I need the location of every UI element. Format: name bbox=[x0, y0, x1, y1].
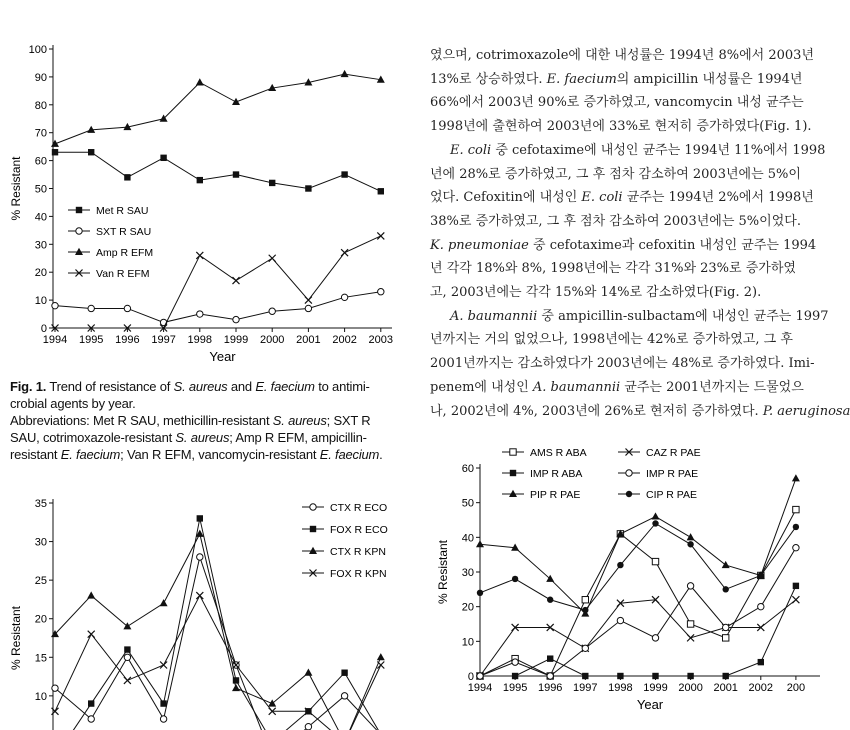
data-point bbox=[88, 700, 94, 706]
y-tick-label: 90 bbox=[34, 71, 47, 84]
x-tick-label: 2001 bbox=[296, 334, 321, 346]
series-amp-r-efm bbox=[51, 70, 385, 147]
figure-3-chart bbox=[436, 436, 820, 730]
y-tick-label: 20 bbox=[34, 267, 47, 280]
y-tick-label: 80 bbox=[34, 99, 47, 112]
data-point bbox=[160, 716, 166, 722]
body-text-fragment: 38%로 증가하였고, 그 후 점차 감소하여 2003년에는 5%이었다. bbox=[430, 213, 801, 229]
data-point bbox=[160, 662, 167, 669]
legend-marker bbox=[310, 504, 316, 510]
legend-label: IMP R PAE bbox=[646, 468, 699, 480]
caption-fragment: E. faecium bbox=[60, 447, 121, 462]
legend-entry-van-r-efm bbox=[68, 268, 149, 280]
body-text-fragment: E. coli bbox=[581, 190, 623, 206]
body-text-fragment: 2001년까지는 감소하였다가 2003년에는 48%로 증가하였다. Imi- bbox=[430, 356, 815, 372]
data-point bbox=[124, 654, 130, 660]
body-text-fragment: 균주는 1994년 2%에서 1998년 bbox=[622, 190, 814, 206]
data-point bbox=[341, 70, 349, 77]
caption-fragment: E. faecium bbox=[319, 447, 380, 462]
series-line bbox=[55, 74, 381, 144]
x-tick-label: 1995 bbox=[502, 682, 528, 694]
data-point bbox=[160, 599, 168, 606]
body-text-line bbox=[430, 281, 822, 305]
y-tick-label: 35 bbox=[34, 498, 47, 510]
data-point bbox=[687, 634, 694, 641]
legend-label: CAZ R PAE bbox=[646, 447, 701, 459]
caption-fragment: ; Amp R EFM, ampicillin-resistant bbox=[10, 430, 367, 462]
figure-1-chart bbox=[0, 38, 420, 373]
data-point bbox=[269, 255, 276, 262]
body-text-fragment: 년 각각 18%와 8%, 1998년에는 각각 31%와 23%로 증가하였 bbox=[430, 261, 796, 277]
legend-marker bbox=[626, 470, 632, 476]
x-tick-label: 2002 bbox=[748, 682, 774, 694]
data-point bbox=[377, 232, 384, 239]
data-point bbox=[723, 635, 729, 641]
legend-marker bbox=[510, 470, 516, 476]
body-text-fragment: K. pneumoniae bbox=[430, 237, 529, 253]
data-point bbox=[582, 645, 588, 651]
caption-fragment: ; SXT R SAU, cotrimoxazole-resistant bbox=[10, 413, 371, 445]
body-text-line bbox=[430, 328, 822, 352]
body-text-line bbox=[430, 352, 822, 376]
legend-entry-pip-r-pae bbox=[502, 489, 580, 501]
y-tick-label: 10 bbox=[461, 636, 474, 649]
data-point bbox=[160, 700, 166, 706]
caption-fragment: S. aureus bbox=[175, 430, 230, 445]
x-tick-label: 1998 bbox=[187, 334, 213, 346]
data-point bbox=[582, 597, 588, 603]
data-point bbox=[652, 520, 658, 526]
body-text-fragment: 었다. Cefoxitin에 내성인 bbox=[430, 190, 582, 206]
x-tick-label: 1995 bbox=[78, 334, 104, 346]
data-point bbox=[87, 591, 95, 598]
data-point bbox=[88, 631, 95, 638]
series-line bbox=[55, 292, 381, 323]
data-point bbox=[197, 554, 203, 560]
body-text-line bbox=[430, 186, 822, 210]
y-tick-label: 30 bbox=[34, 536, 47, 549]
legend-entry-imp-r-aba bbox=[502, 468, 582, 480]
data-point bbox=[52, 302, 58, 308]
data-point bbox=[547, 597, 553, 603]
body-text-fragment: E. coli bbox=[450, 142, 492, 158]
data-point bbox=[512, 659, 518, 665]
body-text-fragment: 고, 2003년에는 각각 15%와 14%로 감소하였다(Fig. 2). bbox=[430, 285, 762, 301]
x-tick-label: 1997 bbox=[151, 334, 176, 346]
legend-entry-amp-r-efm bbox=[68, 247, 153, 259]
series-line bbox=[480, 510, 796, 676]
series-imp-r-aba bbox=[477, 583, 799, 680]
legend-entry-met-r-sau bbox=[68, 205, 149, 217]
body-text-line bbox=[430, 376, 822, 400]
caption-fragment: ; Van R EFM, vancomycin-resistant bbox=[120, 447, 320, 462]
x-tick-label: 1996 bbox=[537, 682, 563, 694]
series-pip-r-pae bbox=[476, 474, 800, 616]
legend-marker bbox=[76, 228, 82, 234]
data-point bbox=[305, 297, 312, 304]
data-point bbox=[305, 724, 311, 730]
y-axis-title: % Resistant bbox=[9, 156, 23, 221]
data-point bbox=[341, 693, 347, 699]
data-point bbox=[341, 670, 347, 676]
data-point bbox=[723, 624, 729, 630]
data-point bbox=[52, 149, 58, 155]
body-text-column bbox=[430, 44, 850, 429]
legend-marker bbox=[76, 207, 82, 213]
body-text-fragment: P. aeruginosa bbox=[762, 403, 850, 419]
series-line bbox=[480, 478, 796, 613]
legend-marker bbox=[509, 490, 517, 497]
data-point bbox=[88, 149, 94, 155]
legend-label: CTX R KPN bbox=[330, 546, 387, 558]
data-point bbox=[722, 561, 730, 568]
body-text-fragment: E. faecium bbox=[546, 71, 617, 87]
series-line bbox=[55, 534, 381, 730]
body-text-line bbox=[430, 257, 822, 281]
caption-fragment: and bbox=[227, 379, 256, 394]
data-point bbox=[268, 699, 276, 706]
x-tick-label: 1999 bbox=[223, 334, 249, 346]
body-text-line bbox=[430, 210, 822, 234]
caption-fragment: E. faecium bbox=[255, 379, 315, 394]
data-point bbox=[88, 716, 94, 722]
y-tick-label: 70 bbox=[34, 127, 47, 140]
data-point bbox=[547, 673, 553, 679]
data-point bbox=[269, 308, 275, 314]
body-text-fragment: 1998년에 출현하여 2003년에 33%로 현저히 증가하였다(Fig. 1). bbox=[430, 119, 812, 135]
legend-marker bbox=[510, 449, 516, 455]
legend-label: FOX R KPN bbox=[330, 568, 387, 580]
x-tick-label: 1994 bbox=[467, 682, 493, 694]
y-axis-title: % Resistant bbox=[436, 539, 450, 605]
data-point bbox=[793, 506, 799, 512]
legend-entry-fox-r-eco bbox=[302, 524, 388, 536]
legend-entry-cip-r-pae bbox=[618, 489, 697, 501]
body-text-line bbox=[430, 44, 822, 68]
legend-marker bbox=[309, 547, 317, 554]
data-point bbox=[687, 583, 693, 589]
data-point bbox=[617, 673, 623, 679]
data-point bbox=[652, 635, 658, 641]
page-top-margin bbox=[0, 0, 820, 40]
data-point bbox=[197, 177, 203, 183]
legend-marker bbox=[626, 491, 632, 497]
series-line bbox=[55, 557, 381, 730]
series-line bbox=[480, 586, 796, 676]
data-point bbox=[723, 586, 729, 592]
x-tick-label: 2000 bbox=[678, 682, 703, 694]
caption-fragment: to antimi-crobial agents by year. bbox=[10, 379, 370, 411]
data-point bbox=[196, 78, 204, 85]
legend-entry-ctx-r-eco bbox=[302, 502, 387, 514]
legend-label: Amp R EFM bbox=[96, 247, 154, 259]
y-tick-label: 60 bbox=[461, 463, 474, 475]
data-point bbox=[477, 590, 483, 596]
data-point bbox=[617, 617, 623, 623]
x-tick-label: 200 bbox=[786, 682, 806, 694]
data-point bbox=[378, 188, 384, 194]
body-text-fragment: 년에 28%로 증가하였고, 그 후 점차 감소하여 2003년에는 5%이 bbox=[430, 166, 801, 182]
data-point bbox=[123, 622, 131, 629]
y-tick-label: 30 bbox=[461, 567, 474, 579]
data-point bbox=[341, 294, 347, 300]
series-line bbox=[55, 152, 381, 191]
data-point bbox=[792, 596, 799, 603]
body-text-line bbox=[430, 305, 829, 329]
series-cip-r-pae bbox=[477, 520, 799, 613]
series-sxt-r-sau bbox=[52, 289, 384, 326]
legend-marker bbox=[75, 248, 83, 255]
legend-label: CTX R ECO bbox=[330, 502, 388, 514]
data-point bbox=[52, 685, 58, 691]
data-point bbox=[88, 305, 94, 311]
data-point bbox=[758, 603, 764, 609]
y-tick-label: 20 bbox=[34, 613, 47, 626]
y-tick-label: 50 bbox=[461, 497, 474, 510]
data-point bbox=[477, 673, 483, 679]
y-tick-label: 40 bbox=[461, 532, 474, 545]
body-text-fragment: 년까지는 거의 없었으나, 1998년에는 42%로 증가하였고, 그 후 bbox=[430, 332, 793, 348]
body-text-fragment: 중 ampicillin-sulbactam에 내성인 균주는 1997 bbox=[537, 308, 829, 324]
data-point bbox=[160, 155, 166, 161]
data-point bbox=[758, 659, 764, 665]
x-tick-label: 2003 bbox=[368, 334, 394, 346]
body-text-fragment: A. baumannii bbox=[450, 308, 538, 324]
body-text-fragment: 중 cefotaxime과 cefoxitin 내성인 균주는 1994 bbox=[528, 237, 817, 253]
y-tick-label: 50 bbox=[34, 183, 47, 196]
body-text-line bbox=[430, 68, 822, 92]
data-point bbox=[476, 540, 484, 547]
body-text-line bbox=[430, 234, 822, 258]
series-line bbox=[55, 596, 381, 730]
data-point bbox=[124, 174, 130, 180]
body-text-fragment: 나, 2002년에 4%, 2003년에 26%로 현저히 증가하였다. bbox=[430, 403, 763, 419]
data-point bbox=[124, 677, 131, 684]
data-point bbox=[793, 583, 799, 589]
caption-fragment: S. aureus bbox=[272, 413, 327, 428]
x-tick-label: 2001 bbox=[713, 682, 738, 694]
legend-label: FOX R ECO bbox=[330, 524, 388, 536]
x-axis-title: Year bbox=[636, 697, 664, 712]
y-tick-label: 0 bbox=[467, 671, 474, 683]
caption-title: Fig. 1. Trend of resistance of S. aureus and E. faecium to antimi-crobial agents by year. bbox=[10, 379, 370, 411]
x-tick-label: 2002 bbox=[332, 334, 357, 346]
data-point bbox=[233, 316, 239, 322]
data-point bbox=[305, 305, 311, 311]
data-point bbox=[512, 576, 518, 582]
x-tick-label: 1994 bbox=[42, 334, 68, 346]
legend-entry-fox-r-kpn bbox=[302, 568, 387, 580]
data-point bbox=[377, 653, 385, 660]
legend-label: AMS R ABA bbox=[530, 447, 587, 459]
body-text-fragment: A. baumannii bbox=[532, 379, 621, 395]
y-tick-label: 15 bbox=[34, 652, 47, 665]
data-point bbox=[269, 180, 275, 186]
data-point bbox=[305, 185, 311, 191]
body-text-line bbox=[430, 139, 826, 163]
figure-1-caption bbox=[10, 378, 402, 463]
legend-marker bbox=[310, 526, 316, 532]
legend-entry-caz-r-pae bbox=[618, 447, 701, 459]
data-point bbox=[197, 311, 203, 317]
body-text-line bbox=[430, 115, 822, 139]
data-point bbox=[233, 277, 240, 284]
body-text-fragment: 중 cefotaxime에 내성인 균주는 1994년 11%에서 1998 bbox=[491, 142, 826, 158]
caption-fragment: S. aureus bbox=[173, 379, 228, 394]
data-point bbox=[687, 533, 695, 540]
data-point bbox=[197, 515, 203, 521]
y-tick-label: 10 bbox=[34, 690, 47, 703]
data-point bbox=[723, 673, 729, 679]
legend-label: Van R EFM bbox=[96, 268, 150, 280]
series-line bbox=[480, 548, 796, 676]
legend-label: Met R SAU bbox=[96, 205, 149, 217]
data-point bbox=[124, 305, 130, 311]
data-point bbox=[233, 171, 239, 177]
data-point bbox=[792, 474, 800, 481]
data-point bbox=[793, 545, 799, 551]
figure-2-chart bbox=[0, 490, 420, 730]
data-point bbox=[652, 558, 658, 564]
body-text-line bbox=[430, 400, 850, 424]
y-tick-label: 100 bbox=[28, 44, 47, 56]
body-text-fragment: 13%로 상승하였다. bbox=[430, 71, 547, 87]
data-point bbox=[377, 662, 384, 669]
body-text-fragment: 균주는 2001년까지는 드물었으 bbox=[620, 379, 804, 395]
y-tick-label: 40 bbox=[34, 211, 47, 224]
legend-entry-ams-r-aba bbox=[502, 447, 587, 459]
legend-label: IMP R ABA bbox=[530, 468, 583, 480]
data-point bbox=[758, 572, 764, 578]
data-point bbox=[652, 512, 660, 519]
data-point bbox=[793, 524, 799, 530]
y-axis-title: % Resistant bbox=[9, 605, 23, 671]
data-point bbox=[196, 592, 203, 599]
x-tick-label: 1996 bbox=[115, 334, 140, 346]
data-point bbox=[304, 669, 312, 676]
y-tick-label: 60 bbox=[34, 155, 47, 168]
x-tick-label: 2000 bbox=[259, 334, 285, 346]
x-axis-title: Year bbox=[209, 349, 236, 364]
legend-label: PIP R PAE bbox=[530, 489, 581, 501]
data-point bbox=[617, 562, 623, 568]
body-text-line bbox=[430, 163, 822, 187]
caption-fragment: Abbreviations: Met R SAU, methicillin-resistant bbox=[10, 413, 273, 428]
x-tick-label: 1997 bbox=[573, 682, 598, 694]
caption-abbreviations bbox=[10, 412, 402, 463]
series-imp-r-pae bbox=[477, 545, 799, 680]
y-tick-label: 20 bbox=[461, 601, 474, 614]
body-text-line bbox=[430, 91, 822, 115]
data-point bbox=[378, 289, 384, 295]
legend-label: CIP R PAE bbox=[646, 489, 697, 501]
series-met-r-sau bbox=[52, 149, 384, 194]
series-ams-r-aba bbox=[477, 506, 799, 679]
body-text-fragment: 의 ampicillin 내성률은 1994년 bbox=[616, 71, 803, 87]
caption-fragment: . bbox=[379, 447, 383, 462]
data-point bbox=[512, 673, 518, 679]
legend-entry-imp-r-pae bbox=[618, 468, 698, 480]
data-point bbox=[341, 249, 348, 256]
y-tick-label: 0 bbox=[40, 323, 47, 335]
x-tick-label: 1998 bbox=[608, 682, 633, 694]
y-tick-label: 25 bbox=[34, 575, 47, 588]
body-text-fragment: 66%에서 2003년 90%로 증가하였고, vancomycin 내성 균주는 bbox=[430, 95, 804, 111]
data-point bbox=[547, 655, 553, 661]
body-text-fragment: penem에 내성인 bbox=[430, 379, 533, 395]
legend-entry-sxt-r-sau bbox=[68, 226, 151, 238]
data-point bbox=[196, 252, 203, 259]
data-point bbox=[582, 607, 588, 613]
y-tick-label: 30 bbox=[34, 239, 47, 252]
caption-fragment: Trend of resistance of bbox=[46, 379, 174, 394]
data-point bbox=[124, 646, 130, 652]
series-caz-r-pae bbox=[477, 596, 800, 679]
x-tick-label: 1999 bbox=[643, 682, 668, 694]
legend-label: SXT R SAU bbox=[96, 226, 152, 238]
legend-entry-ctx-r-kpn bbox=[302, 546, 386, 558]
series-ctx-r-eco bbox=[52, 554, 384, 730]
data-point bbox=[652, 673, 658, 679]
y-tick-label: 10 bbox=[34, 295, 47, 308]
data-point bbox=[582, 673, 588, 679]
data-point bbox=[687, 673, 693, 679]
data-point bbox=[341, 171, 347, 177]
body-text-fragment: 였으며, cotrimoxazole에 대한 내성률은 1994년 8%에서 2003년 bbox=[430, 48, 814, 63]
data-point bbox=[687, 621, 693, 627]
data-point bbox=[687, 541, 693, 547]
